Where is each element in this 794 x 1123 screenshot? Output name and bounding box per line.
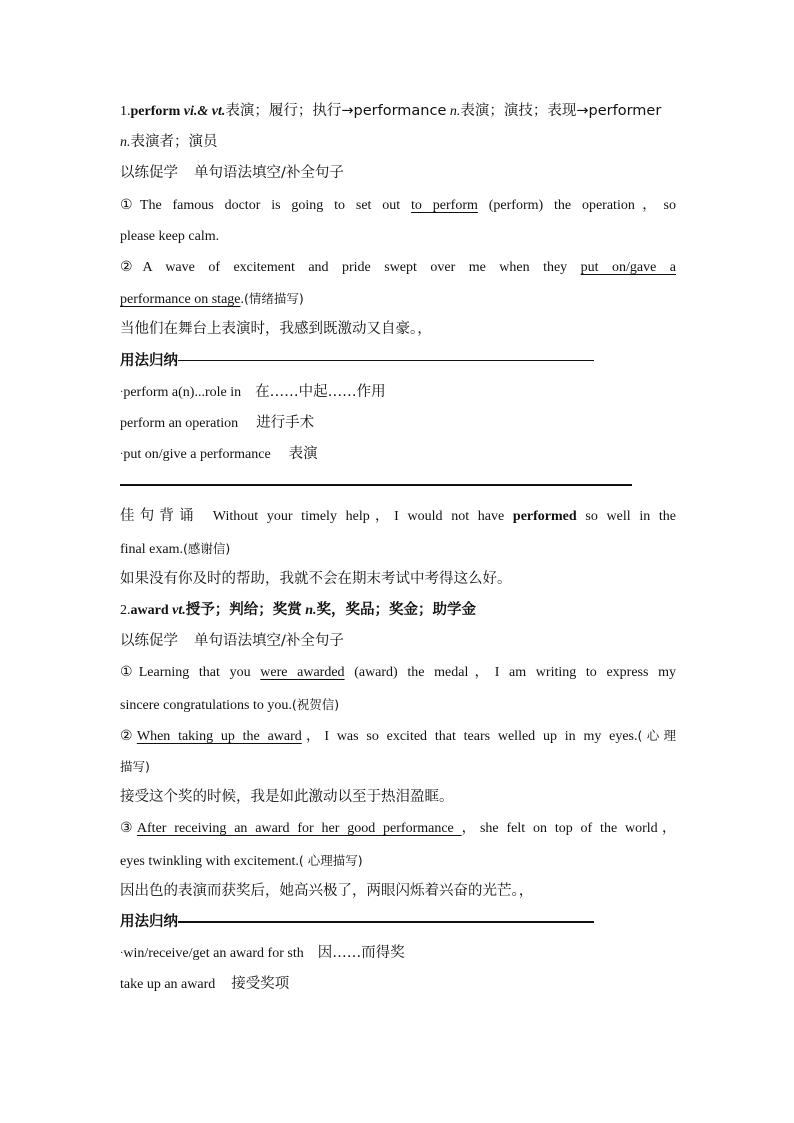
part-of-speech: n. xyxy=(449,104,461,119)
answer-blank: When taking up the award xyxy=(136,728,302,744)
usage-end-rule xyxy=(120,470,676,501)
exercise-line: ②A wave of excitement and pride swept over me when they put on/gave a xyxy=(120,259,676,275)
part-of-speech: vi.& vt. xyxy=(183,104,226,119)
part-of-speech: n. xyxy=(120,135,131,151)
usage-item: ·perform a(n)...role in 在……中起……作用 xyxy=(120,383,386,400)
exercise-line: ③After receiving an award for her good performance ，she felt on top of the world， xyxy=(120,821,677,837)
writing-type-note: (情绪描写) xyxy=(244,291,304,307)
entry-heading-continued xyxy=(120,127,676,158)
translation: 如果没有你及时的帮助，我就不会在期末考试中考得这么好。 xyxy=(120,570,512,587)
usage-rule xyxy=(178,360,594,361)
entry-number: 2. xyxy=(120,603,131,618)
exercise-line: ①Learning that you were awarded (award) the medal，I am writing to express my xyxy=(120,665,676,681)
usage-rule xyxy=(178,921,594,922)
entry-number: 1. xyxy=(120,104,131,119)
answer-blank: performance on stage xyxy=(120,292,241,308)
answer-blank: were awarded xyxy=(260,665,345,681)
document-body xyxy=(120,96,676,1000)
writing-type-note: (心理 xyxy=(637,727,676,743)
usage-item: ·win/receive/get an award for sth 因……而得奖 xyxy=(120,945,405,962)
exercise-line: performance on stage.(情绪描写) xyxy=(120,291,304,308)
exercise-line: ②When taking up the award，I was so excited that tears welled up in my eyes.(心理 xyxy=(120,727,676,744)
part-of-speech: n. xyxy=(305,603,317,618)
answer-blank: put on/gave a xyxy=(580,259,676,275)
answer-blank: After receiving an award for her good performance xyxy=(136,821,462,837)
translation: 因出色的表演而获奖后，她高兴极了，两眼闪烁着兴奋的光芒。， xyxy=(120,882,534,899)
usage-item: take up an award 接受奖项 xyxy=(120,976,290,993)
exercise-line: please keep calm. xyxy=(120,228,220,244)
definition: 奖，奖品；奖金；助学金 xyxy=(316,602,477,618)
practice-title xyxy=(120,158,676,189)
headword: award xyxy=(130,603,169,618)
definition: 表演；演技；表现→performer xyxy=(460,103,662,119)
model-sentence: 佳句背诵 Without your timely help，I would not have performed so well in the xyxy=(120,508,677,525)
exercise-line: sincere congratulations to you.(祝贺信) xyxy=(120,696,340,713)
answer-blank: to perform xyxy=(411,197,478,213)
writing-type-note: 描写) xyxy=(120,758,150,774)
practice-label: 以练促学 xyxy=(120,633,178,650)
exercise-line: eyes twinkling with excitement.( 心理描写) xyxy=(120,852,363,869)
usage-title: 用法归纳 xyxy=(120,913,178,930)
writing-type-note: ( 心理描写) xyxy=(298,852,363,868)
exercise-line: ①The famous doctor is going to set out to perform (perform) the operation，so xyxy=(120,197,676,213)
definition: 授予；判给；奖赏 xyxy=(185,602,302,618)
writing-type-note: (感谢信) xyxy=(182,540,231,556)
definition: 表演者；演员 xyxy=(130,134,218,151)
practice-label: 以练促学 xyxy=(120,165,178,182)
usage-heading xyxy=(120,346,676,377)
practice-subtitle: 单句语法填空/补全句子 xyxy=(194,165,344,182)
usage-item: perform an operation 进行手术 xyxy=(120,414,315,431)
translation: 当他们在舞台上表演时，我感到既激动又自豪。， xyxy=(120,321,432,338)
practice-subtitle: 单句语法填空/补全句子 xyxy=(194,633,344,650)
model-sentence-title: 佳句背诵 xyxy=(120,508,199,525)
headword: perform xyxy=(130,104,181,119)
entry-heading-perform xyxy=(120,96,676,127)
usage-item: ·put on/give a performance 表演 xyxy=(120,446,318,463)
usage-heading xyxy=(120,907,676,938)
practice-title xyxy=(120,626,676,657)
writing-type-note: (祝贺信) xyxy=(291,696,340,712)
usage-title: 用法归纳 xyxy=(120,352,178,369)
entry-heading-award xyxy=(120,595,676,626)
part-of-speech: vt. xyxy=(172,603,186,618)
definition: 表演；履行；执行→performance xyxy=(225,103,447,119)
model-sentence-continued: final exam.(感谢信) xyxy=(120,540,231,557)
translation: 接受这个奖的时候，我是如此激动以至于热泪盈眶。 xyxy=(120,789,454,806)
